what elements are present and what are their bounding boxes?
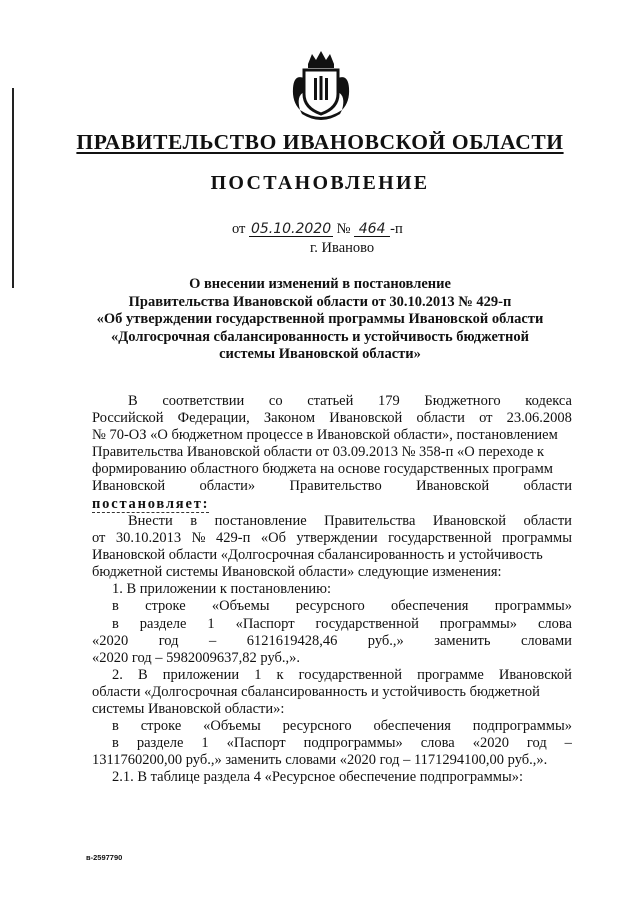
word: «Паспорт: [235, 615, 295, 632]
word: соответствии: [162, 393, 245, 409]
date-prefix: от: [232, 221, 246, 237]
word: области»: [199, 478, 256, 495]
word: приложении: [162, 666, 240, 683]
word: слова: [537, 615, 572, 632]
text-line: [92, 701, 572, 718]
title-line: О внесении изменений в постановление: [189, 276, 451, 292]
government-name: ПРАВИТЕЛЬСТВО ИВАНОВСКОЙ ОБЛАСТИ: [76, 130, 564, 154]
word: утверждении: [296, 530, 378, 547]
word: разделе: [139, 615, 187, 632]
word: Российской: [92, 410, 164, 427]
word: обеспечения: [373, 718, 451, 735]
word: в: [112, 615, 119, 632]
text-line: [92, 461, 572, 478]
text-line: [92, 752, 572, 769]
word: 1: [201, 735, 209, 752]
word: области: [416, 410, 465, 427]
text-line: [92, 633, 572, 650]
word: системы Ивановской области»:: [92, 701, 285, 718]
text-line: [92, 530, 572, 547]
number-prefix: №: [336, 221, 351, 237]
word: программы: [501, 530, 572, 547]
word: 179: [378, 393, 400, 409]
word: разделе: [136, 735, 184, 752]
word: –: [208, 632, 217, 649]
word: Федерации,: [177, 410, 250, 427]
word: 1311760200,00 руб.,» заменить словами «2020 год – 1171294100,00 руб.,».: [92, 752, 548, 769]
word: в: [190, 513, 198, 529]
word: 429-п: [216, 530, 251, 547]
word: строке: [140, 718, 182, 735]
title-line: «Об утверждении государственной программы Ивановской области: [96, 311, 544, 328]
text-line: [92, 513, 572, 530]
word: программы»: [439, 615, 518, 632]
word: 6121619428,46: [246, 632, 338, 649]
body-items: [92, 513, 572, 787]
word: № 70-ОЗ «О бюджетном процессе в Ивановской области», постановлением: [92, 427, 558, 444]
word: Правительство: [289, 478, 382, 495]
word: слова: [420, 735, 455, 752]
text-line: [92, 616, 572, 633]
word: 23.06.2008: [506, 410, 572, 427]
word: год: [158, 632, 179, 649]
word: в: [112, 735, 119, 752]
footer-code: в-2597790: [86, 853, 123, 862]
text-line: [92, 564, 572, 581]
number-handwritten: 464: [354, 222, 390, 237]
word: словами: [520, 632, 572, 649]
text-line: [92, 478, 572, 495]
date-handwritten: 05.10.2020: [250, 221, 332, 237]
word: В: [137, 666, 148, 683]
resolves-line: [92, 496, 572, 513]
word: «Объемы: [203, 718, 261, 735]
word: Внести: [128, 513, 173, 529]
word: области: [523, 478, 572, 495]
word: Правительства: [324, 513, 416, 529]
text-line: [92, 581, 572, 598]
word: строке: [145, 598, 186, 615]
word: «Паспорт: [226, 735, 286, 752]
word: руб.,»: [367, 632, 404, 649]
word: в: [112, 598, 119, 615]
city: г. Иваново: [310, 240, 375, 256]
word: «2020: [472, 735, 509, 752]
word: формированию областного бюджета на основе государственных программ: [92, 461, 553, 478]
word: бюджетной системы Ивановской области» следующие изменения:: [92, 564, 502, 581]
word: государственной: [315, 615, 419, 632]
word: ресурсного: [295, 598, 365, 615]
word: год: [526, 735, 547, 752]
word: В: [128, 393, 138, 409]
word: «Об: [260, 530, 286, 547]
word: программе: [417, 666, 484, 683]
word: государственной: [388, 530, 492, 547]
word: со: [268, 393, 283, 409]
title-line: «Долгосрочная сбалансированность и устойчивость бюджетной: [111, 328, 529, 345]
word: «2020: [92, 632, 129, 649]
word: области: [523, 513, 572, 529]
document-type: ПОСТАНОВЛЕНИЕ: [210, 172, 430, 194]
word: обеспечения: [391, 598, 469, 615]
word: подпрограммы»: [303, 735, 403, 752]
word: 2.: [112, 666, 123, 683]
word: №: [191, 530, 206, 547]
word: постановление: [214, 513, 307, 529]
word: ресурсного: [282, 718, 352, 735]
word: Ивановской: [329, 410, 403, 427]
word: от: [479, 410, 493, 427]
title-line: системы Ивановской области»: [219, 346, 421, 363]
word: Правительства Ивановской области от 03.09.2013 № 358-п «О переходе к: [92, 444, 545, 461]
word: «Объемы: [211, 598, 270, 615]
word: Ивановской: [92, 478, 166, 495]
word: Ивановской: [498, 666, 572, 683]
word: 1. В приложении к постановлению:: [112, 581, 332, 598]
word: Ивановской: [432, 513, 506, 529]
text-line: [92, 718, 572, 735]
coat-of-arms-emblem: [290, 48, 352, 120]
preamble-paragraph: [92, 393, 572, 496]
word: государственной: [298, 666, 403, 683]
word: Ивановской области «Долгосрочная сбалансированность и устойчивость: [92, 547, 543, 564]
title-line: Правительства Ивановской области от 30.10.2013 № 429-п: [128, 293, 512, 310]
word: статьей: [307, 393, 354, 409]
text-line: [92, 667, 572, 684]
word: в: [112, 718, 119, 735]
word: 2.1. В таблице раздела 4 «Ресурсное обеспечение подпрограммы»:: [112, 769, 523, 786]
text-line: [92, 547, 572, 564]
word: –: [564, 735, 572, 752]
text-line: [92, 769, 572, 786]
text-line: [92, 650, 572, 667]
word: подпрограммы»: [472, 718, 572, 735]
date-number-line: [232, 221, 403, 238]
word: Ивановской: [416, 478, 490, 495]
word: к: [276, 666, 284, 683]
word: 1: [254, 666, 262, 683]
text-line: [92, 684, 572, 701]
word: 1: [207, 615, 215, 632]
number-suffix: -п: [390, 221, 403, 237]
text-line: [92, 393, 572, 410]
text-line: [92, 410, 572, 427]
word: Бюджетного: [424, 393, 501, 409]
word: кодекса: [525, 393, 572, 409]
text-line: [92, 735, 572, 752]
resolves-word: постановляет:: [92, 496, 210, 512]
word: области «Долгосрочная сбалансированность и устойчивость бюджетной: [92, 683, 540, 700]
word: от: [92, 530, 106, 547]
word: «2020 год – 5982009637,82 руб.,».: [92, 649, 301, 666]
text-line: [92, 427, 572, 444]
text-line: [92, 598, 572, 615]
word: Законом: [263, 410, 316, 427]
text-line: [92, 444, 572, 461]
document-title: [60, 276, 580, 364]
word: 30.10.2013: [115, 530, 182, 547]
word: программы»: [494, 598, 572, 615]
word: заменить: [434, 632, 491, 649]
